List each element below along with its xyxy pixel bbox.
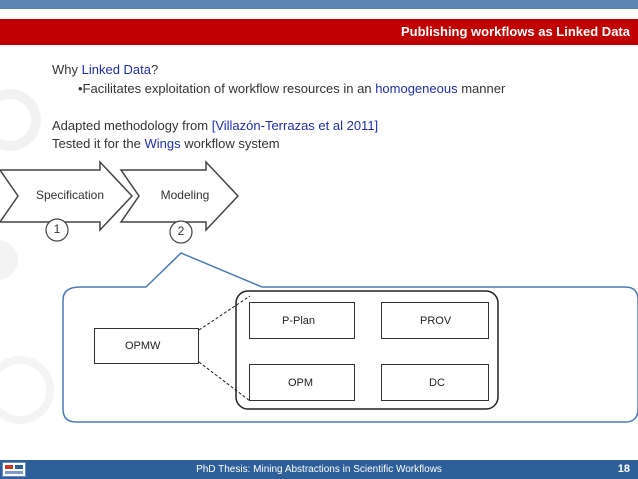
wings-highlight: Wings — [144, 136, 181, 151]
why-suffix: ? — [151, 62, 159, 77]
step-2-number: 2 — [177, 224, 185, 238]
bullet-suffix: manner — [457, 81, 506, 96]
p-plan-box — [249, 302, 355, 339]
tested-suffix: workflow system — [180, 136, 280, 151]
dc-box — [381, 364, 489, 401]
slide-title: Publishing workflows as Linked Data — [401, 24, 630, 39]
footer-bar — [0, 460, 638, 479]
opmw-box — [94, 328, 199, 364]
prov-box — [381, 302, 489, 339]
dc-label: DC — [429, 376, 445, 389]
homogeneous-highlight: homogeneous — [375, 81, 458, 96]
specification-label: Specification — [35, 188, 105, 202]
modeling-label: Modeling — [160, 188, 210, 202]
prov-label: PROV — [420, 314, 452, 327]
methodology-prefix: Adapted methodology from — [52, 118, 212, 133]
linked-data-highlight: Linked Data — [81, 62, 152, 77]
tested-prefix: Tested it for the — [52, 136, 145, 151]
citation-link[interactable]: [Villazón-Terrazas et al 2011] — [211, 118, 379, 133]
why-prefix: Why — [52, 62, 82, 77]
bullet-prefix: •Facilitates exploitation of workflow resources in an — [78, 81, 376, 96]
opm-label: OPM — [288, 376, 314, 389]
opm-box — [249, 364, 355, 401]
p-plan-label: P-Plan — [282, 314, 316, 327]
page-number: 18 — [617, 463, 630, 475]
opmw-label: OPMW — [125, 340, 161, 352]
step-1-number: 1 — [53, 222, 61, 236]
footer-text: PhD Thesis: Mining Abstractions in Scientific Workflows — [196, 464, 442, 475]
